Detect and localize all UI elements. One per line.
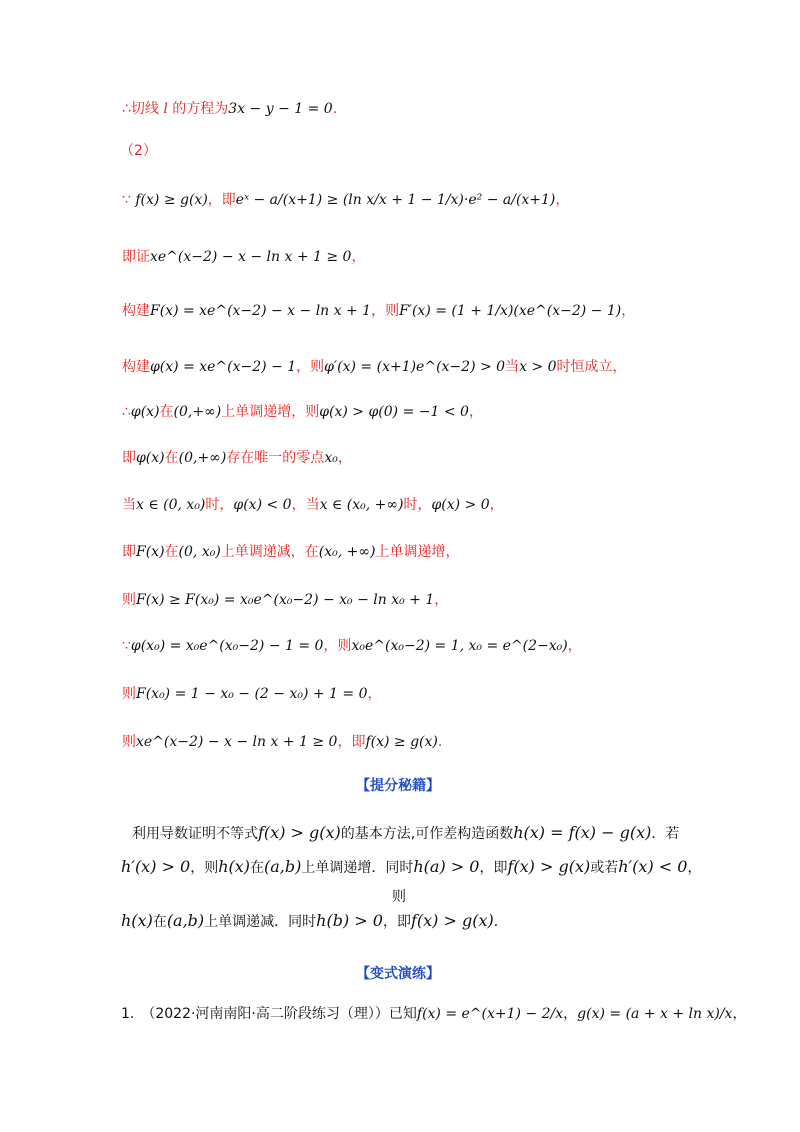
text: ， xyxy=(555,192,570,208)
text: ，即 xyxy=(479,860,508,876)
text: 上单调递增，则 xyxy=(221,404,320,420)
math: f(x) > g(x) xyxy=(410,911,494,930)
text: 上单调递减．同时 xyxy=(204,914,317,930)
math: φ′(x) = (x+1)e^(x−2) > 0 xyxy=(324,359,506,375)
math: (0,+∞) xyxy=(178,450,227,466)
math: F(x) = xe^(x−2) − x − ln x + 1 xyxy=(150,303,372,319)
text: 构建 xyxy=(122,359,150,375)
text: 则 xyxy=(122,592,136,608)
math: f(x) ≥ g(x) xyxy=(365,734,438,750)
math: F(x) ≥ F(x₀) = x₀e^(x₀−2) − x₀ − ln x₀ + 1 xyxy=(136,592,435,608)
text: 上单调递减，在 xyxy=(220,544,319,560)
text: ， xyxy=(563,1006,578,1022)
text: ，即 xyxy=(337,734,366,750)
practice-section-heading: 【变式演练】 xyxy=(356,966,440,982)
text: 则 xyxy=(122,734,136,750)
text: ∵ xyxy=(122,192,131,208)
text: ，即 xyxy=(382,914,411,930)
math: f(x) > g(x) xyxy=(507,857,591,876)
math: xe^(x−2) − x − ln x + 1 ≥ 0 xyxy=(150,249,352,265)
text: 时， xyxy=(205,497,234,513)
text: ， xyxy=(434,592,449,608)
text: ∴ xyxy=(122,404,131,420)
text: ，则 xyxy=(371,303,400,319)
math: φ(x) > 0 xyxy=(431,497,490,513)
math: F(x₀) = 1 − x₀ − (2 − x₀) + 1 = 0 xyxy=(136,686,368,702)
text: 的基本方法,可作差构造函数 xyxy=(340,826,514,842)
text: 1. （2022·河南南阳·高二阶段练习（理））已知 xyxy=(121,1006,417,1022)
solution-line-14 xyxy=(122,732,442,752)
math: φ(x) = xe^(x−2) − 1 xyxy=(150,359,297,375)
math: x₀ xyxy=(324,450,338,466)
math: h(x) xyxy=(218,857,251,876)
text: ，则 xyxy=(323,638,352,654)
math: h′(x) > 0 xyxy=(121,857,191,876)
text: ， xyxy=(567,638,582,654)
math: xe^(x−2) − x − ln x + 1 ≥ 0 xyxy=(136,734,338,750)
text: 则 xyxy=(122,686,136,702)
text: 构建 xyxy=(122,303,150,319)
text: （2） xyxy=(120,143,157,159)
text: ， xyxy=(489,497,504,513)
text: ． xyxy=(493,914,508,930)
math: f(x) = e^(x+1) − 2/x xyxy=(416,1006,564,1022)
text: ，即 xyxy=(207,192,236,208)
practice-question-1 xyxy=(121,1004,746,1024)
text: ，当 xyxy=(291,497,320,513)
math: F(x) xyxy=(136,544,165,560)
text: . xyxy=(332,101,338,117)
math: (a,b) xyxy=(166,911,205,930)
text: ，则 xyxy=(190,860,219,876)
solution-line-8 xyxy=(122,448,352,468)
solution-line-7 xyxy=(122,402,483,422)
math: x ∈ (0, x₀) xyxy=(136,497,206,513)
text: ， xyxy=(351,249,366,265)
solution-line-3 xyxy=(122,190,569,210)
text: ， xyxy=(732,1006,747,1022)
text: 当 xyxy=(122,497,136,513)
text: 在 xyxy=(250,860,265,876)
math: h′(x) < 0 xyxy=(618,857,688,876)
math: x₀e^(x₀−2) = 1, x₀ = e^(2−x₀) xyxy=(351,638,568,654)
text: 利用导数证明不等式 xyxy=(132,826,258,842)
tips-section-heading: 【提分秘籍】 xyxy=(356,778,440,794)
text: 或若 xyxy=(590,860,619,876)
text: ，则 xyxy=(296,359,325,375)
math: h(a) > 0 xyxy=(413,857,480,876)
math: φ(x₀) = x₀e^(x₀−2) − 1 = 0 xyxy=(130,638,324,654)
text: ， xyxy=(687,860,702,876)
solution-line-1 xyxy=(122,99,337,119)
text: 上单调递增．同时 xyxy=(301,860,414,876)
text: 在 xyxy=(164,544,179,560)
math: (a,b) xyxy=(264,857,302,876)
math: (0, x₀) xyxy=(178,544,221,560)
tips-paragraph-line-4 xyxy=(121,911,508,932)
math: h(x) = f(x) − g(x) xyxy=(513,823,652,842)
solution-line-4 xyxy=(122,247,365,267)
solution-line-13 xyxy=(122,684,382,704)
math: f(x) > g(x) xyxy=(258,823,341,842)
solution-line-6 xyxy=(122,357,627,377)
math: eˣ − a/(x+1) ≥ (ln x/x + 1 − 1/x)·e² − a/(x+1) xyxy=(235,192,556,208)
text: 在 xyxy=(152,914,167,930)
math: φ(x) > φ(0) = −1 < 0 xyxy=(319,404,469,420)
tips-paragraph-line-2 xyxy=(121,857,701,878)
math: f(x) ≥ g(x) xyxy=(135,192,208,208)
math: x > 0 xyxy=(519,359,557,375)
solution-line-9 xyxy=(122,495,504,515)
math: h(x) xyxy=(121,911,153,930)
math: g(x) = (a + x + ln x)/x xyxy=(577,1006,733,1022)
text: ∴切线 xyxy=(122,101,164,117)
text: ， xyxy=(468,404,483,420)
text: ．若 xyxy=(651,826,680,842)
solution-line-5 xyxy=(122,301,635,321)
math: φ(x) < 0 xyxy=(233,497,292,513)
solution-part-2-label xyxy=(120,141,157,161)
solution-line-12 xyxy=(122,636,582,656)
math: φ(x) xyxy=(136,450,165,466)
tips-paragraph-line-3 xyxy=(392,887,406,907)
text: 的方程为 xyxy=(167,101,229,117)
text: 上单调递增， xyxy=(375,544,460,560)
text: 则 xyxy=(392,889,406,905)
solution-line-10 xyxy=(122,542,460,562)
text: . xyxy=(437,734,443,750)
math: φ(x) xyxy=(130,404,160,420)
math: h(b) > 0 xyxy=(316,911,383,930)
tips-paragraph-line-1 xyxy=(132,823,679,844)
text: 时恒成立， xyxy=(556,359,627,375)
text: l xyxy=(163,101,168,117)
text: ， xyxy=(621,303,636,319)
text: 当 xyxy=(505,359,520,375)
math: (0,+∞) xyxy=(173,404,222,420)
text: 在 xyxy=(159,404,174,420)
text: 即 xyxy=(122,450,136,466)
math: x ∈ (x₀, +∞) xyxy=(319,497,404,513)
math: 3x − y − 1 = 0 xyxy=(228,101,333,117)
text: 存在唯一的零点 xyxy=(226,450,325,466)
text: ∵ xyxy=(122,638,131,654)
text: 即 xyxy=(122,544,136,560)
solution-line-11 xyxy=(122,590,448,610)
math: (x₀, +∞) xyxy=(318,544,376,560)
text: 时， xyxy=(403,497,432,513)
text: ， xyxy=(337,450,352,466)
text: 在 xyxy=(164,450,179,466)
text: 即证 xyxy=(122,249,150,265)
math: F′(x) = (1 + 1/x)(xe^(x−2) − 1) xyxy=(399,303,622,319)
text: ， xyxy=(367,686,382,702)
